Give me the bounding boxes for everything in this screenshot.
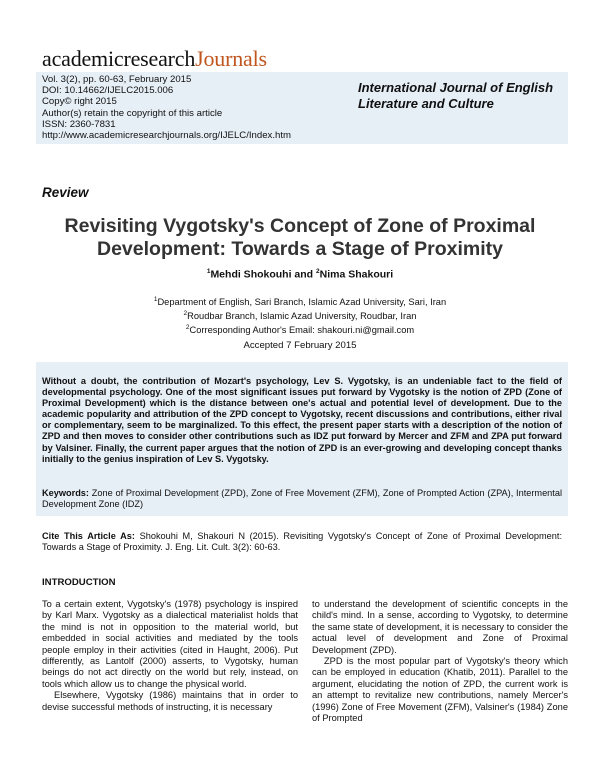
author-1: Mehdi Shokouhi and [210,268,317,281]
logo-main: academicresearch [42,46,196,71]
logo-accent: Journals [195,46,267,71]
keywords [42,488,562,510]
introduction-heading: INTRODUCTION [42,577,116,588]
section-label: Review [42,185,89,200]
keywords-label: Keywords: [42,488,89,498]
journal-name [358,80,568,112]
article-title [42,215,558,261]
paragraph: to understand the development of scientific concepts in the child's mind. In a sense, according to Vygotsky, to determine the same state of development, it is necessary to consider the actual level of development and Zone of Proximal Development (ZPD). [312,599,568,655]
author2-sup: 2 [316,268,320,275]
publisher-logo [42,46,267,72]
affil2-text: Roudbar Branch, Islamic Azad University, Roudbar, Iran [187,311,417,322]
body-column-left [42,599,298,713]
author1-sup: 1 [206,268,211,275]
cite-as [42,531,562,553]
meta-copyright: Copy© right 2015 [42,96,117,108]
affil3-sup: 2 [185,324,190,332]
meta-doi: DOI: 10.14662/IJELC2015.006 [42,85,174,97]
affil2-sup: 2 [183,310,188,318]
keywords-text: Zone of Proximal Development (ZPD), Zone of Free Movement (ZFM), Zone of Prompted Action (ZPA), Intermental Development Zone (IDZ) [42,488,562,510]
affil3-text: Corresponding Author's Email: shakouri.ni@gmail.com [189,325,415,336]
journal-line-1: International Journal of English [358,80,554,95]
meta-volume: Vol. 3(2), pp. 60-63, February 2015 [42,74,192,85]
affil1-text: Department of English, Sari Branch, Islamic Azad University, Sari, Iran [157,297,447,308]
paragraph: To a certain extent, Vygotsky's (1978) psychology is inspired by Karl Marx. Vygotsky as a dialectical materialist holds that the mind is not in opposition to the material world, but embedded in social activities and mediated by the tools people employ in their activities (cited in Haught, 2006). Put differently, as Lantolf (2000) asserts, to Vygotsky, human beings do not act directly on the world but rely, instead, on tools which allow us to change the physical world. [42,599,298,689]
abstract-text: Without a doubt, the contribution of Mozart's psychology, Lev S. Vygotsky, is an undeniable fact to the field of developmental psychology. One of the most significant issues put forward by Vygotsky is the notion of ZPD (Zone of Proximal Development) which is the distance between one's actual and potential level of development. Due to the academic popularity and attribution of the ZPD concept to Vygotsky, recent discussions and contributions, either rival or complementary, seem to be marginalized. To this effect, the present paper starts with a description of the notion of ZPD and then moves to consider other contributions such as IDZ put forward by Mercer and ZFM and ZPA put forward by Valsiner. Finally, the current paper argues that the notion of ZPD is an ever-growing and developing concept thanks initially to the genius inspiration of Lev S. Vygotsky. [42,376,562,464]
accepted-date: Accepted 7 February 2015 [243,340,357,351]
title-line-2: Development: Towards a Stage of Proximity [97,238,503,260]
body-column-right [312,599,568,724]
corresponding-email [42,322,558,336]
paragraph: Elsewhere, Vygotsky (1986) maintains that in order to devise successful methods of instructing, it is necessary [42,690,298,712]
paragraph: ZPD is the most popular part of Vygotsky's theory which can be employed in education (Khatib, 2011). Parallel to the argument, elucidating the notion of ZPD, the current work is an attempt to revitalize new contributions, namely Mercer's (1996) Zone of Free Movement (ZFM), Valsiner's (1984) Zone of Prompted [312,656,568,724]
affiliation-1 [42,294,558,308]
affiliations [42,294,558,336]
meta-url[interactable]: http://www.academicresearchjournals.org/IJELC/Index.htm [42,130,292,142]
author-2: Nima Shakouri [319,268,394,281]
affil1-sup: 1 [153,296,158,303]
affiliation-2 [42,308,558,322]
cite-text: Shokouhi M, Shakouri N (2015). Revisiting Vygotsky's Concept of Zone of Proximal Development: Towards a Stage of Proximity. J. Eng. Lit. Cult. 3(2): 60-63. [42,531,562,553]
meta-rights: Author(s) retain the copyright of this article [42,107,223,119]
meta-issn: ISSN: 2360-7831 [42,118,116,130]
authors [42,268,558,281]
article-meta [42,74,291,141]
title-line-1: Revisiting Vygotsky's Concept of Zone of Proximal [64,215,536,237]
journal-line-2: Literature and Culture [358,96,494,111]
cite-label: Cite This Article As: [42,531,135,541]
